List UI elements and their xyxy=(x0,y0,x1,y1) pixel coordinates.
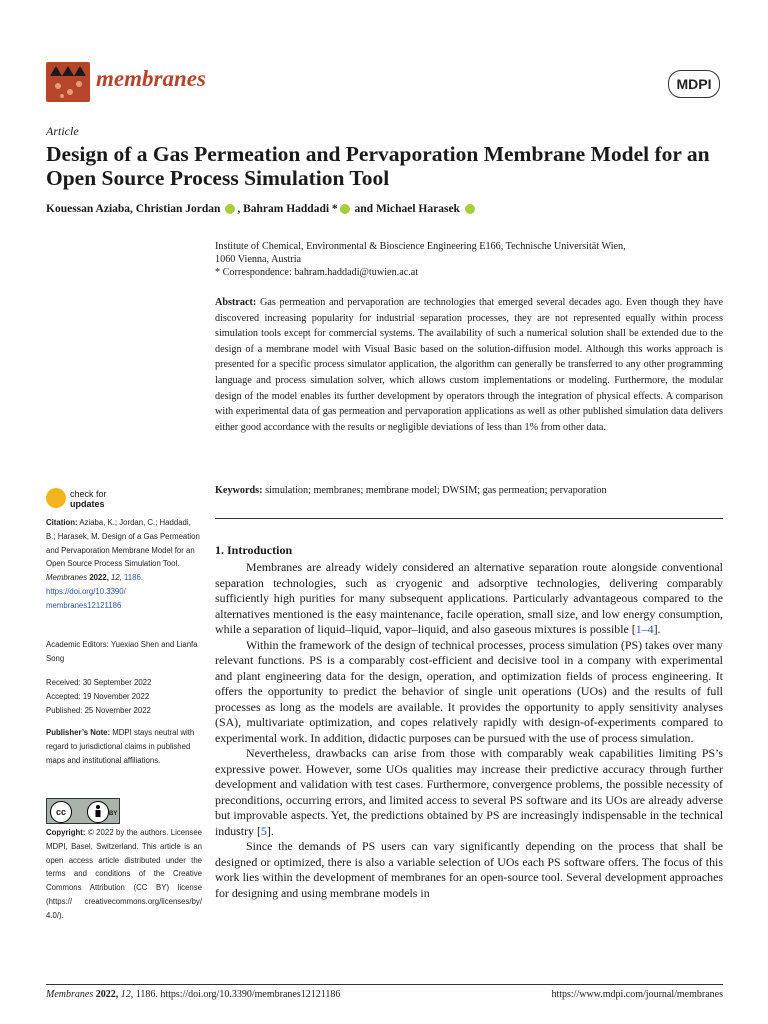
copyright-text: © 2022 by the authors. Licensee MDPI, Basel, Switzerland. This article is an open access article distributed under the terms and conditions of the Creative Commons Attribution (CC BY) license (https:// creativecommons.org/licenses/by/ 4.0/). xyxy=(46,828,202,920)
orcid-icon[interactable] xyxy=(465,204,475,214)
publisher-note xyxy=(46,726,202,767)
correspondence: * Correspondence: bahram.haddadi@tuwien.ac.at xyxy=(215,267,419,278)
copyright-label: Copyright: xyxy=(46,828,86,837)
paragraph-text: Membranes are already widely considered an alternative separation route alongside conventional separation technologies, such as cryogenic and adsorptive technologies, delivering comparably sufficiently high purities for many subsequent applications. Particularly advantageous compared to the alternatives mentioned is the easy maintenance, facile operation, small size, and low energy consumption, while a separation of liquid–liquid, vapor–liquid, and also gaseous mixtures is possible [ xyxy=(215,560,723,636)
paragraph xyxy=(215,560,723,638)
footer-journal: Membranes xyxy=(46,989,94,1000)
citation-text: Aziaba, K.; Jordan, C.; Haddadi, B.; Harasek, M. Design of a Gas Permeation and Pervaporation Membrane Model for an Open Source Process Simulation Tool. xyxy=(46,518,200,569)
abstract xyxy=(215,295,723,435)
section-heading: 1. Introduction xyxy=(215,543,293,557)
dates-block xyxy=(46,676,202,717)
reference-link[interactable]: 1–4 xyxy=(635,622,654,636)
received-date: Received: 30 September 2022 xyxy=(46,678,152,687)
citation-year: 2022, xyxy=(89,573,109,583)
author-names-1: Kouessan Aziaba, Christian Jordan xyxy=(46,203,221,215)
reference-link[interactable]: 5 xyxy=(260,823,267,838)
note-text: MDPI stays neutral with regard to jurisdictional claims in published maps and institutional affiliations. xyxy=(46,728,195,765)
orcid-icon[interactable] xyxy=(225,204,235,214)
citation-label: Citation: xyxy=(46,518,78,527)
abstract-label: Abstract: xyxy=(215,297,257,308)
article-type: Article xyxy=(46,124,79,138)
footer-doi-link[interactable]: 1186. https://doi.org/10.3390/membranes12121186 xyxy=(135,989,341,1000)
publisher-logo: MDPI xyxy=(668,70,720,98)
footer-journal-url[interactable]: https://www.mdpi.com/journal/membranes xyxy=(551,989,723,1000)
published-date: Published: 25 November 2022 xyxy=(46,705,151,715)
attribution-icon xyxy=(87,801,109,823)
citation-vol: 12, xyxy=(111,573,122,583)
keywords-text: simulation; membranes; membrane model; DWSIM; gas permeation; pervaporation xyxy=(265,485,607,496)
paragraph: Since the demands of PS users can vary significantly depending on the process that shall be designed or optimized, there is also a variable selection of UOs each PS software offers. The focus of this work lies within the development of membranes for an open-source tool. Several development approaches for designing and using membrane models in xyxy=(215,839,723,900)
author-names-3: and Michael Harasek xyxy=(354,203,460,215)
author-list xyxy=(46,203,477,215)
paragraph-text: ]. xyxy=(653,622,661,636)
check-icon xyxy=(46,488,66,508)
accepted-date: Accepted: 19 November 2022 xyxy=(46,691,150,701)
keywords-label: Keywords: xyxy=(215,485,263,496)
author-names-2: , Bahram Haddadi * xyxy=(237,203,338,215)
abstract-text: Gas permeation and pervaporation are technologies that emerged several decades ago. Even though they have discovered increasing popularity for industrial separation processes, they are not represented equally within process simulation tools except for commercial systems. The availability of such a numerical solution shall be extended due to the design of a membrane model with Visual Basic based on the solution-diffusion model. Although this works approach is presented for a specific process simulator application, the algorithm can generally be transferred to any other programming language and process simulation solver, which allows custom implementations or modeling. Furthermore, the modular design of the model enables its further development by operators through the integration of physical effects. A comparison with experimental data of gas permeation and pervaporation applications as well as other published simulation data delivers either good accordance with the results or negligible deviations of less than 1% from other data. xyxy=(215,297,723,433)
section-divider xyxy=(215,518,723,519)
journal-name: membranes xyxy=(96,66,206,91)
footer-divider xyxy=(46,984,723,985)
cc-by-license-badge[interactable] xyxy=(46,798,120,824)
article-title: Design of a Gas Permeation and Pervaporation Membrane Model for an Open Source Process Simulation Tool xyxy=(46,142,710,190)
journal-logo xyxy=(46,62,90,102)
footer-vol: 12, xyxy=(120,989,134,1000)
orcid-icon[interactable] xyxy=(340,204,350,214)
paragraph xyxy=(215,746,723,839)
copyright xyxy=(46,826,202,923)
check-line: check for xyxy=(70,489,107,499)
paragraph: Within the framework of the design of technical processes, process simulation (PS) takes over many relevant functions. PS is a comparably cost-efficient and decisive tool in a company with experimental and plant engineering data for the design, operation, and optimization fields of process engineering. It offers the opportunity to predict the behavior of single unit operations (UOs) and the results of full processes as long as the models are available. It provides the opportunity to apply sensitivity analyses (SA), multivariate optimization, and copes relatively rapidly with design-of-experiments compared to experimental work. In addition, didactic purposes can be pursued with the use of process simulation. xyxy=(215,637,723,745)
keywords xyxy=(215,483,723,499)
affiliation-line: 1060 Vienna, Austria xyxy=(215,254,302,265)
check-text xyxy=(70,489,130,509)
citation-doi-link[interactable]: 1186. https://doi.org/10.3390/ membranes12121186 xyxy=(46,573,143,610)
academic-editors: Academic Editors: Yuexiao Shen and Lianfa Song xyxy=(46,640,198,663)
affiliation xyxy=(215,240,723,279)
footer-citation xyxy=(46,989,340,1000)
citation-block xyxy=(46,516,202,613)
paragraph-text: Nevertheless, drawbacks can arise from those with comparably weak capabilities limiting PS’s expressive power. However, some UOs qualities may increase their predictive accuracy through further development and validation with test cases. Furthermore, convergence problems, the possible necessity of preconditions, occurring errors, and limited access to several PS software and its UOs are already adverse but improvable aspects. Yet, the predictions obtained by PS are increasingly indispensable in the technical industry [ xyxy=(215,746,723,838)
affiliation-line: Institute of Chemical, Environmental & Bioscience Engineering E166, Technische Universität Wien, xyxy=(215,241,626,252)
introduction-body xyxy=(215,560,723,901)
citation-journal: Membranes xyxy=(46,573,88,583)
footer-year: 2022, xyxy=(95,989,119,1000)
paragraph-text: ]. xyxy=(266,823,274,838)
cc-icon: cc xyxy=(50,801,72,823)
check-line: updates xyxy=(70,499,105,509)
note-label: Publisher’s Note: xyxy=(46,728,111,737)
cc-by-label: BY xyxy=(109,811,118,817)
